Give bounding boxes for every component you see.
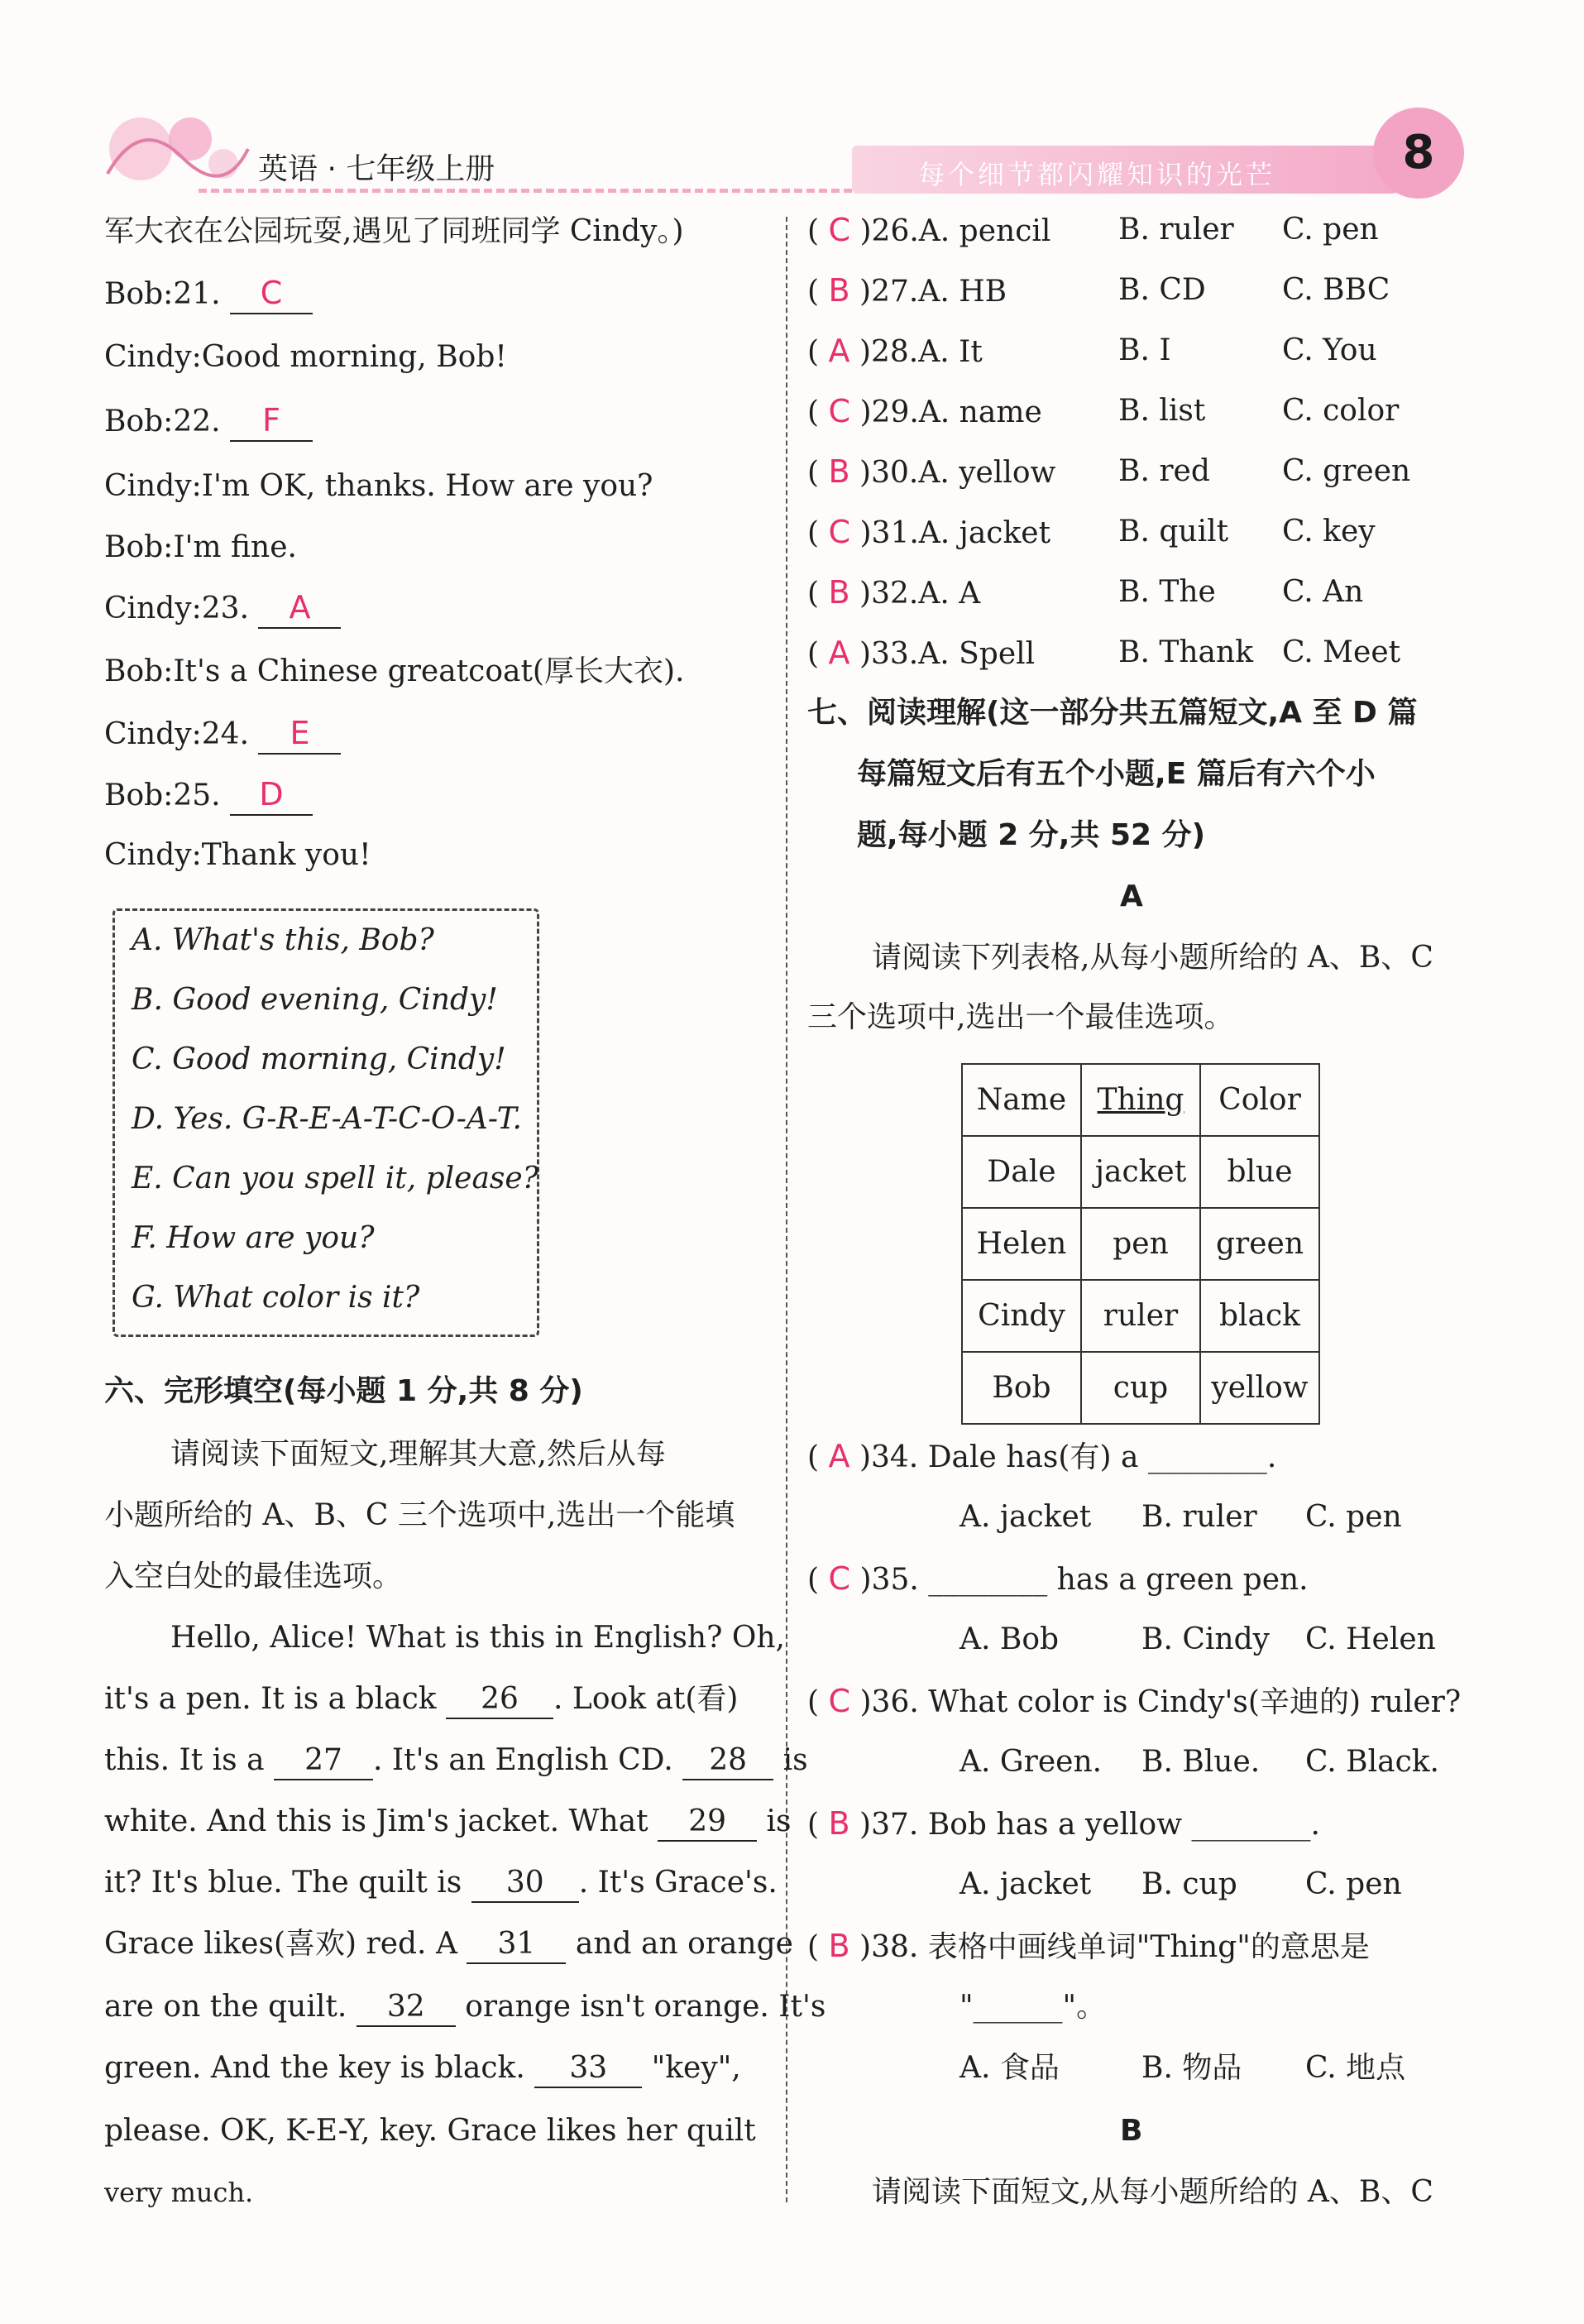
section7-instruction-1: 请阅读下列表格,从每小题所给的 A、B、C [872, 941, 1433, 975]
table-cell: jacket [1081, 1136, 1200, 1208]
option-c: C. BBC [1282, 273, 1390, 307]
passage-text: "key", [651, 2051, 741, 2085]
answer-30: B [828, 453, 850, 490]
option-a: A. Green. [959, 1745, 1103, 1779]
speaker: Cindy: [104, 717, 202, 751]
option-c: C. key [1282, 515, 1376, 549]
option-g: G. What color is it? [132, 1281, 420, 1315]
passage-line [104, 1926, 793, 1964]
question-number: 25. [173, 779, 221, 812]
dialogue-line-23 [104, 589, 341, 629]
speaker: Bob: [104, 654, 174, 688]
passage-line [104, 1804, 792, 1842]
dialogue-line-22 [104, 402, 313, 442]
question-number: )33. [859, 637, 919, 671]
question-28: ( A )28.A. It [807, 333, 983, 369]
dialogue-text: Good morning, Bob! [201, 340, 507, 374]
option-a: A. What's this, Bob? [132, 923, 434, 957]
option-c: C. green [1282, 454, 1411, 488]
option-c: C. color [1282, 394, 1400, 428]
question-30: ( B )30.A. yellow [807, 453, 1056, 490]
passage-text: . It's Grace's. [578, 1866, 778, 1900]
passage-line: Hello, Alice! What is this in English? Oh, [170, 1621, 785, 1655]
speaker: Bob: [104, 277, 174, 311]
table-header: Color [1200, 1064, 1319, 1136]
section6-instruction-3: 入空白处的最佳选项。 [104, 1560, 403, 1593]
question-number: 24. [201, 717, 250, 751]
table-cell: Dale [962, 1136, 1081, 1208]
answer-24: E [290, 715, 310, 751]
option-c: C. pen [1305, 1867, 1402, 1901]
option-b: B. Thank [1118, 635, 1254, 669]
table-cell: blue [1200, 1136, 1319, 1208]
speaker: Bob: [104, 530, 174, 564]
page-number: 8 [1373, 108, 1464, 199]
passage-text: . It's an English CD. [373, 1743, 673, 1777]
option-c: C. You [1282, 333, 1377, 367]
question-number: 22. [173, 405, 221, 438]
question-stem: )38. 表格中画线单词"Thing"的意思是 [859, 1930, 1370, 1964]
blank-26: 26 [446, 1681, 553, 1719]
dialogue-line-21 [104, 275, 313, 314]
table-cell: yellow [1200, 1352, 1319, 1424]
table-row [962, 1136, 1319, 1208]
question-36: ( C )36. What color is Cindy's(辛迪的) ruler? [807, 1683, 1462, 1719]
option-a: A. pencil [918, 214, 1051, 248]
answer-32: B [828, 574, 850, 611]
option-a: A. A [918, 577, 981, 611]
table-cell: Cindy [962, 1280, 1081, 1352]
passage-text: . Look at(看) [553, 1682, 739, 1716]
part-b-heading: B [1120, 2114, 1143, 2148]
answer-33: A [828, 635, 850, 671]
table-row [962, 1352, 1319, 1424]
option-a: A. jacket [959, 1867, 1092, 1901]
question-stem: )34. Dale has(有) a ________. [859, 1440, 1277, 1474]
answer-25: D [259, 776, 284, 812]
table-cell: Bob [962, 1352, 1081, 1424]
passage-text: and an orange [575, 1927, 793, 1961]
option-b: B. list [1118, 394, 1206, 428]
question-stem: )37. Bob has a yellow ________. [859, 1808, 1320, 1842]
part-a-heading: A [1120, 879, 1143, 913]
dialogue-text: I'm OK, thanks. How are you? [201, 469, 653, 503]
option-c: C. An [1282, 575, 1364, 609]
header-divider [199, 189, 852, 193]
table-row [962, 1280, 1319, 1352]
table-cell: green [1200, 1208, 1319, 1280]
dialogue-options-box [112, 908, 539, 1337]
option-e: E. Can you spell it, please? [132, 1162, 539, 1196]
answer-21: C [260, 275, 283, 311]
passage-line: please. OK, K-E-Y, key. Grace likes her quilt [104, 2114, 756, 2148]
table-cell: pen [1081, 1208, 1200, 1280]
option-b: B. ruler [1118, 213, 1234, 247]
option-c: C. Helen [1305, 1622, 1436, 1656]
dialogue-line [104, 654, 684, 690]
table-cell: cup [1081, 1352, 1200, 1424]
question-38: ( B )38. 表格中画线单词"Thing"的意思是 [807, 1928, 1370, 1964]
passage-text: green. And the key is black. [104, 2051, 525, 2085]
passage-line [104, 2050, 741, 2088]
question-31: ( C )31.A. jacket [807, 514, 1051, 550]
question-stem: )36. What color is Cindy's(辛迪的) ruler? [859, 1685, 1462, 1719]
passage-text: is [766, 1804, 792, 1838]
option-d: D. Yes. G-R-E-A-T-C-O-A-T. [132, 1102, 522, 1136]
answer-29: C [828, 393, 851, 429]
answer-38: B [828, 1928, 850, 1964]
answer-22: F [262, 402, 280, 438]
question-35: ( C )35. ________ has a green pen. [807, 1560, 1309, 1597]
option-a: A. Bob [959, 1622, 1060, 1656]
blank-33: 33 [534, 2050, 642, 2088]
dialogue-line [104, 339, 507, 376]
question-number: )28. [859, 335, 919, 369]
blank-31: 31 [467, 1926, 566, 1964]
subject-label: 英语 · 七年级上册 [258, 152, 495, 186]
answer-37: B [828, 1805, 850, 1842]
speaker: Cindy: [104, 838, 202, 872]
question-number: )29. [859, 395, 919, 429]
passage-line [104, 1681, 738, 1719]
option-c: C. Meet [1282, 635, 1401, 669]
option-b: B. The [1118, 575, 1216, 609]
table-header: Thing [1081, 1064, 1200, 1136]
answer-26: C [828, 212, 851, 248]
slogan-text: 每个细节都闪耀知识的光芒 [918, 159, 1276, 190]
speaker: Cindy: [104, 469, 202, 503]
answer-27: B [828, 272, 850, 309]
passage-line [104, 1865, 778, 1903]
question-number: 21. [173, 277, 221, 311]
question-number: )32. [859, 577, 919, 611]
option-a: A. It [918, 335, 983, 369]
passage-text: orange isn't orange. It's [465, 1990, 826, 2024]
answer-35: C [828, 1560, 851, 1597]
dialogue-line [104, 529, 297, 566]
question-37: ( B )37. Bob has a yellow ________. [807, 1805, 1320, 1842]
table-header: Name [962, 1064, 1081, 1136]
blank-29: 29 [658, 1804, 757, 1842]
passage-text: Grace likes(喜欢) red. A [104, 1927, 457, 1961]
option-a: A. name [918, 395, 1042, 429]
option-b: B. CD [1118, 273, 1206, 307]
floral-ornament [91, 99, 256, 199]
passage-text: it? It's blue. The quilt is [104, 1866, 462, 1900]
option-b: B. quilt [1118, 515, 1229, 549]
dialogue-line [104, 468, 653, 505]
option-b: B. Cindy [1141, 1622, 1270, 1656]
question-number: 23. [201, 592, 250, 625]
table-header-row [962, 1064, 1319, 1136]
option-b: B. Good evening, Cindy! [132, 983, 498, 1017]
dialogue-text: Thank you! [201, 838, 371, 872]
passage-line [104, 1742, 808, 1780]
question-number: )31. [859, 516, 919, 550]
section6-instruction-1: 请阅读下面短文,理解其大意,然后从每 [170, 1437, 666, 1471]
dialogue-text: It's a Chinese greatcoat(厚长大衣). [173, 654, 685, 688]
section6-title: 六、完形填空(每小题 1 分,共 8 分) [104, 1374, 583, 1408]
option-c: C. Good morning, Cindy! [132, 1042, 506, 1076]
question-27: ( B )27.A. HB [807, 272, 1007, 309]
option-a: A. jacket [918, 516, 1051, 550]
part-b-instruction: 请阅读下面短文,从每小题所给的 A、B、C [872, 2175, 1433, 2209]
speaker: Cindy: [104, 592, 202, 625]
question-33: ( A )33.A. Spell [807, 635, 1036, 671]
option-a: A. 食品 [959, 2051, 1060, 2085]
question-number: )27. [859, 275, 919, 309]
speaker: Bob: [104, 779, 174, 812]
question-number: )26. [859, 214, 919, 248]
option-b: B. red [1118, 454, 1210, 488]
table-cell: Helen [962, 1208, 1081, 1280]
section7-title-3: 题,每小题 2 分,共 52 分) [857, 818, 1206, 852]
passage-text: this. It is a [104, 1743, 265, 1777]
dialogue-line-24 [104, 715, 341, 755]
dialogue-line-25 [104, 776, 313, 816]
blank-27: 27 [274, 1742, 373, 1780]
option-b: B. I [1118, 333, 1171, 367]
option-a: A. jacket [959, 1500, 1092, 1534]
passage-text: is [782, 1743, 808, 1777]
section7-instruction-2: 三个选项中,选出一个最佳选项。 [807, 1000, 1234, 1034]
passage-line [104, 1989, 825, 2027]
option-a: A. yellow [918, 456, 1056, 490]
option-b: B. Blue. [1141, 1745, 1261, 1779]
dialogue-text: I'm fine. [173, 530, 297, 564]
passage-text: are on the quilt. [104, 1990, 347, 2024]
passage-text: white. And this is Jim's jacket. What [104, 1804, 648, 1838]
blank-28: 28 [682, 1742, 773, 1780]
question-34: ( A )34. Dale has(有) a ________. [807, 1438, 1277, 1474]
answer-23: A [289, 589, 311, 625]
table-cell: ruler [1081, 1280, 1200, 1352]
speaker: Cindy: [104, 340, 202, 374]
option-b: B. ruler [1141, 1500, 1257, 1534]
option-a: A. Spell [918, 637, 1036, 671]
blank-30: 30 [471, 1865, 579, 1903]
option-c: C. pen [1305, 1500, 1402, 1534]
passage-line: very much. [104, 2177, 254, 2208]
dialogue-line [104, 837, 371, 874]
table-row [962, 1208, 1319, 1280]
question-number: )30. [859, 456, 919, 490]
question-stem-continued: "______"。 [959, 1990, 1107, 2024]
option-b: B. 物品 [1141, 2051, 1242, 2085]
option-c: C. 地点 [1305, 2051, 1406, 2085]
answer-34: A [828, 1438, 850, 1474]
section7-title-2: 每篇短文后有五个小题,E 篇后有六个小 [857, 757, 1376, 791]
question-stem: )35. ________ has a green pen. [859, 1563, 1309, 1597]
question-29: ( C )29.A. name [807, 393, 1042, 429]
option-b: B. cup [1141, 1867, 1237, 1901]
option-a: A. HB [918, 275, 1007, 309]
answer-28: A [828, 333, 850, 369]
dialogue-intro: 军大衣在公园玩耍,遇见了同班同学 Cindy。) [104, 214, 684, 248]
option-f: F. How are you? [132, 1221, 375, 1255]
section7-title-1: 七、阅读理解(这一部分共五篇短文,A 至 D 篇 [807, 696, 1418, 730]
column-divider [786, 217, 787, 2202]
answer-36: C [828, 1683, 851, 1719]
passage-text: it's a pen. It is a black [104, 1682, 437, 1716]
answer-31: C [828, 514, 851, 550]
table-cell: black [1200, 1280, 1319, 1352]
info-table [961, 1063, 1320, 1425]
question-26: ( C )26.A. pencil [807, 212, 1051, 248]
speaker: Bob: [104, 405, 174, 438]
option-c: C. Black. [1305, 1745, 1439, 1779]
blank-32: 32 [357, 1989, 456, 2027]
section6-instruction-2: 小题所给的 A、B、C 三个选项中,选出一个能填 [104, 1498, 735, 1532]
question-32: ( B )32.A. A [807, 574, 981, 611]
option-c: C. pen [1282, 213, 1379, 247]
